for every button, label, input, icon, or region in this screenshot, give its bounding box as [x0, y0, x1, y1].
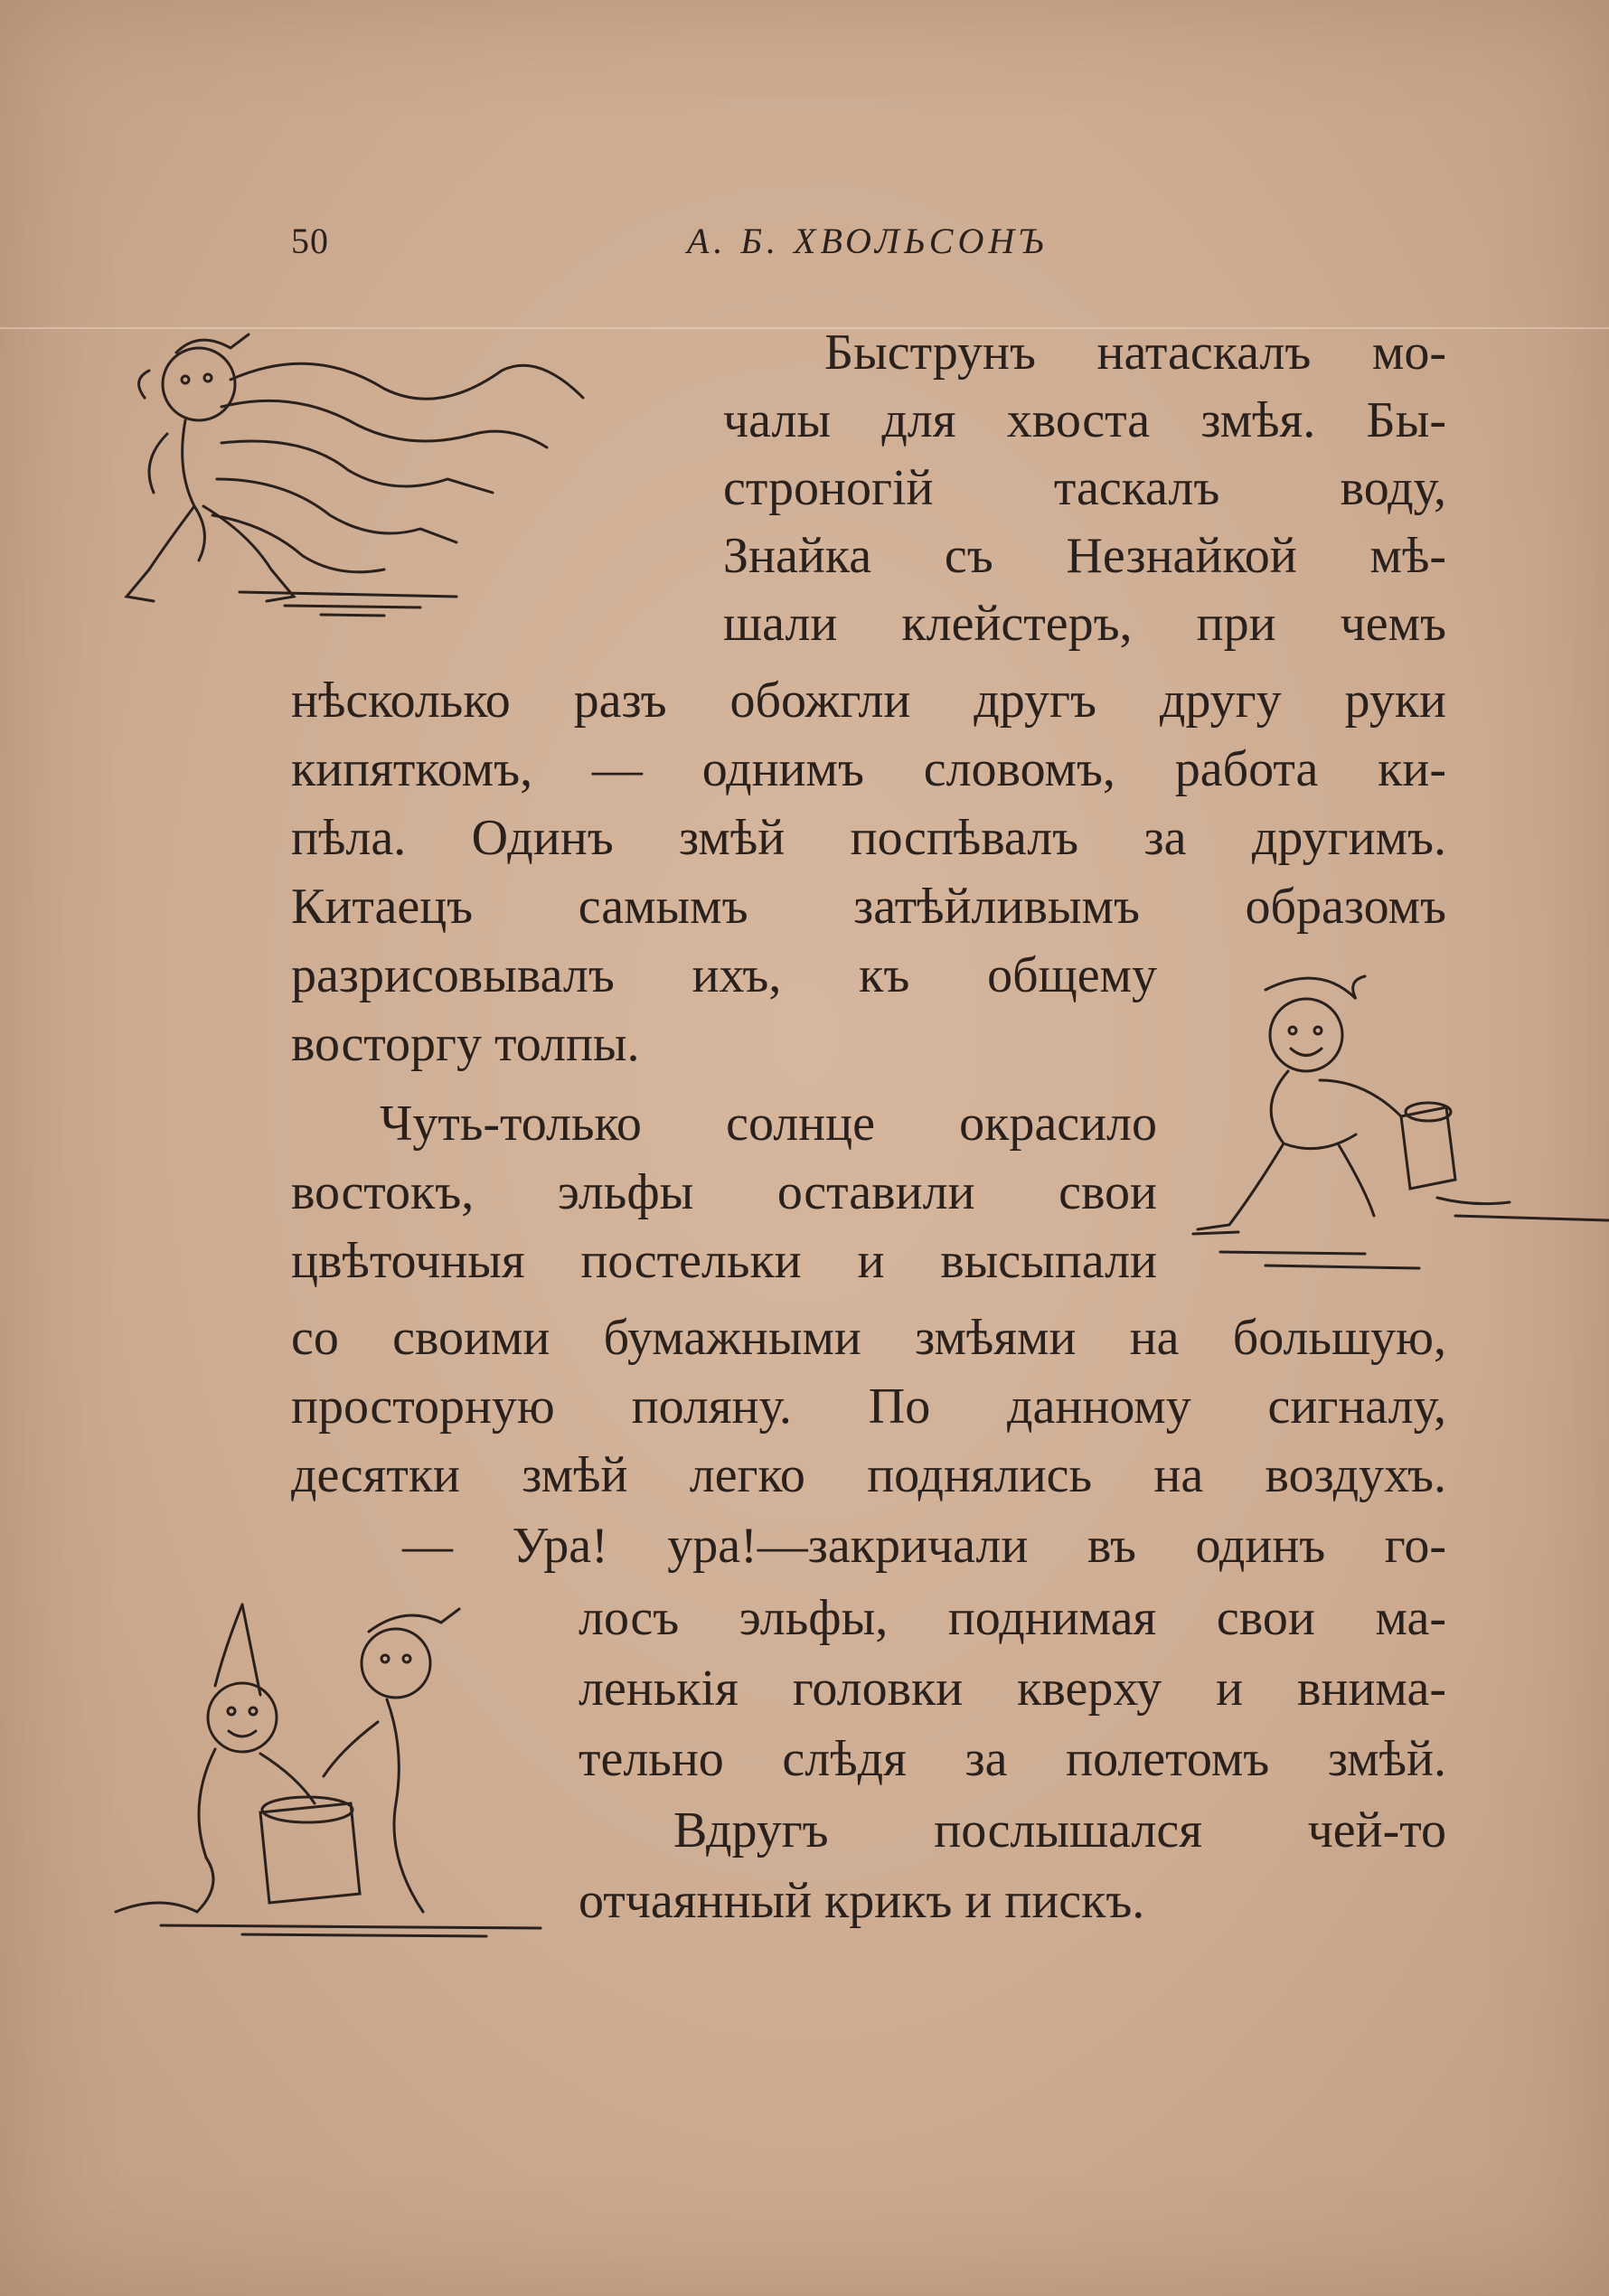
- illustration-elves-mixing-paste: [107, 1595, 559, 1939]
- text-line: восторгу толпы.: [291, 1016, 640, 1072]
- text-line: со своими бумажными змѣями на большую,: [291, 1310, 1446, 1366]
- text-line: пѣла. Одинъ змѣй поспѣвалъ за другимъ.: [291, 810, 1446, 866]
- illustration-elf-with-bucket: [1184, 963, 1609, 1284]
- text-line: цвѣточныя постельки и высыпали: [291, 1233, 1157, 1289]
- text-line: нѣсколько разъ обожгли другъ другу руки: [291, 673, 1446, 729]
- text-line: — Ура! ура!—закричали въ одинъ го-: [402, 1518, 1446, 1574]
- text-line: просторную поляну. По данному сигналу,: [291, 1379, 1446, 1435]
- text-line: отчаянный крикъ и пискъ.: [579, 1873, 1145, 1929]
- text-line: чалы для хвоста змѣя. Бы-: [723, 392, 1446, 448]
- text-line: ленькія головки кверху и внима-: [579, 1661, 1446, 1717]
- text-line: шали клейстеръ, при чемъ: [723, 596, 1446, 652]
- text-line: Вдругъ послышался чей-то: [673, 1802, 1446, 1858]
- illustration-elf-running: [113, 325, 583, 624]
- running-header-author: А. Б. ХВОЛЬСОНЪ: [687, 221, 1049, 261]
- text-line: Быструнъ натаскалъ мо-: [824, 325, 1446, 381]
- text-line: кипяткомъ, — однимъ словомъ, работа ки-: [291, 741, 1446, 797]
- text-line: десятки змѣй легко поднялись на воздухъ.: [291, 1447, 1446, 1503]
- text-line: тельно слѣдя за полетомъ змѣй.: [579, 1731, 1446, 1787]
- text-line: востокъ, эльфы оставили свои: [291, 1164, 1157, 1220]
- page-number: 50: [291, 221, 329, 261]
- text-line: лосъ эльфы, поднимая свои ма-: [579, 1590, 1446, 1646]
- text-line: Знайка съ Незнайкой мѣ-: [723, 528, 1446, 584]
- text-line: Чуть-только солнце окрасило: [380, 1096, 1157, 1152]
- text-line: Китаецъ самымъ затѣйливымъ образомъ: [291, 879, 1446, 935]
- text-line: строногій таскалъ воду,: [723, 460, 1446, 516]
- text-line: разрисовывалъ ихъ, къ общему: [291, 947, 1157, 1003]
